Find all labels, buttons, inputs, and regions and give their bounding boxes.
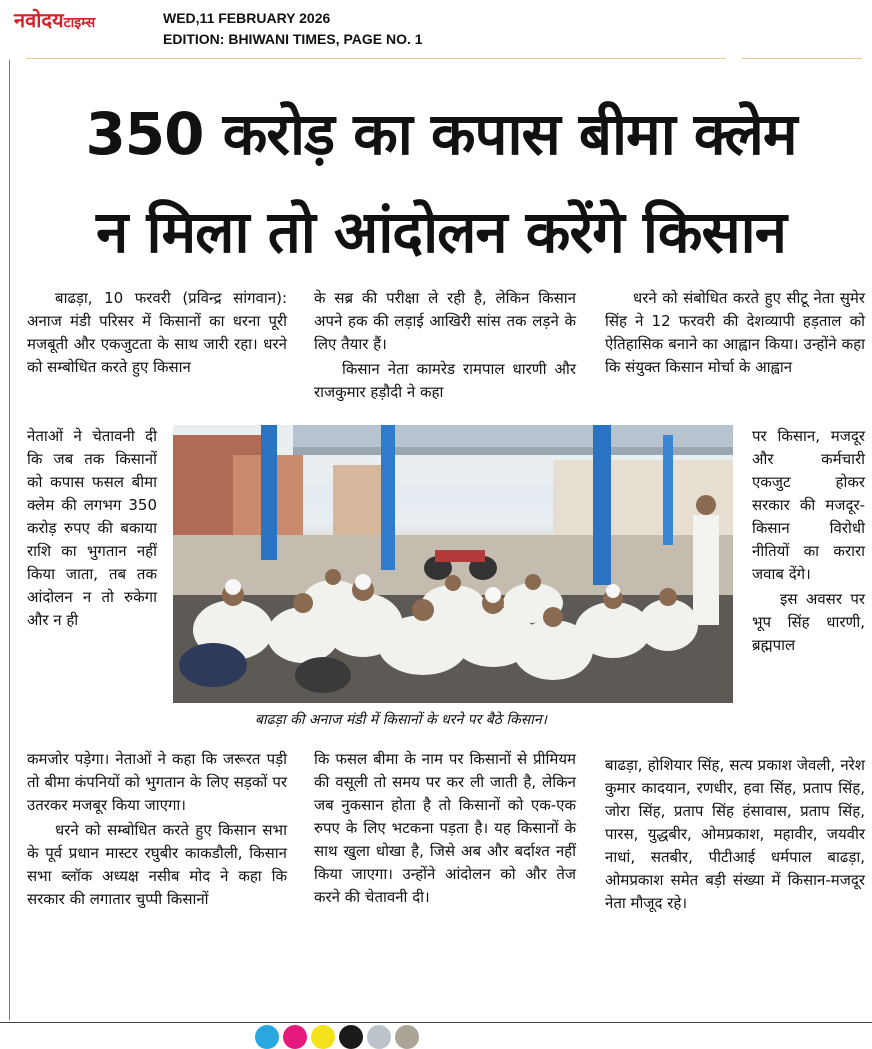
article-col1-top — [27, 287, 287, 379]
article-col3-top — [605, 287, 865, 379]
article-col2-top — [314, 287, 576, 404]
registration-mark-magenta — [283, 1025, 307, 1049]
registration-mark-tan — [395, 1025, 419, 1049]
date-line: WED,11 FEBRUARY 2026 — [163, 10, 331, 26]
photo-caption: बाढड़ा की अनाज मंडी में किसानों के धरने पर बैठे किसान। — [255, 712, 547, 728]
registration-mark-yellow — [311, 1025, 335, 1049]
paragraph: कमजोर पड़ेगा। नेताओं ने कहा कि जरूरत पड़ी तो बीमा कंपनियों को भुगतान के लिए सड़कों पर उतरकर मजबूर किया जाएगा। — [27, 750, 287, 814]
bottom-rule — [0, 1022, 872, 1023]
crop-line — [26, 58, 726, 59]
article-col3-bottom — [605, 754, 865, 915]
paragraph: बाढड़ा, होशियार सिंह, सत्य प्रकाश जेवली, नरेश कुमार कादयान, रणधीर, हवा सिंह, प्रताप सिंह, जोरा सिंह, प्रताप सिंह हंसावास, प्रताप सिंह, पारस, युद्धबीर, ओमप्रकाश, महावीर, जयवीर नाधां, सतबीर, पीटीआई धर्मपाल बाढड़ा, ओमप्रकाश समेत बड़ी संख्या में किसान-मजदूर नेता मौजूद रहे। — [605, 756, 865, 912]
logo-sub: टाइम्स — [63, 15, 96, 31]
article-col1-bottom — [27, 748, 287, 911]
masthead-bar — [0, 0, 872, 56]
paragraph: के सब्र की परीक्षा ले रही है, लेकिन किसान अपने हक की लड़ाई आखिरी सांस तक लड़ने के लिए तैयार हैं। — [314, 289, 576, 353]
article-col2-bottom — [314, 748, 576, 909]
edition-line: EDITION: BHIWANI TIMES, PAGE NO. 1 — [163, 31, 423, 47]
news-photo — [173, 425, 733, 703]
registration-mark-cyan — [255, 1025, 279, 1049]
paragraph: बाढड़ा, 10 फरवरी (प्रविन्द्र सांगवान): अनाज मंडी परिसर में किसानों का धरना पूरी मजबूती और एकजुटता के साथ जारी रहा। धरने को सम्बोधित करते हुए किसान — [27, 289, 287, 376]
newspaper-logo[interactable] — [14, 6, 95, 33]
paragraph: पर किसान, मजदूर और कर्मचारी एकजुट होकर सरकार की मजदूर-किसान विरोधी नीतियों का करारा जवाब देंगे। — [752, 427, 865, 583]
edition-meta — [163, 8, 423, 50]
headline-line-2: न मिला तो आंदोलन करेंगे किसान — [96, 198, 786, 266]
paragraph: धरने को सम्बोधित करते हुए किसान सभा के पूर्व प्रधान मास्टर रघुबीर काकडौली, किसान सभा ब्लॉक अध्यक्ष नसीब मोद ने कहा कि सरकार की लगातार चुप्पी किसानों — [27, 821, 287, 908]
paragraph: किसान नेता कामरेड रामपाल धारणी और राजकुमार हड़ौदी ने कहा — [314, 360, 576, 401]
article-col3-narrow — [752, 425, 865, 657]
paragraph: नेताओं ने चेतावनी दी कि जब तक किसानों को कपास फसल बीमा क्लेम की लगभग 350 करोड़ रुपए की बकाया राशि का भुगतान नहीं किया जाता, तब तक आंदोलन न तो रुकेगा और न ही — [27, 427, 157, 629]
crop-line-right — [742, 58, 862, 59]
article-col1-narrow — [27, 425, 157, 632]
paragraph: धरने को संबोधित करते हुए सीटू नेता सुमेर सिंह ने 12 फरवरी की देशव्यापी हड़ताल को ऐतिहासिक बनाने का आह्वान किया। उन्होंने कहा कि संयुक्त किसान मोर्चा के आह्वान — [605, 289, 865, 376]
paragraph: कि फसल बीमा के नाम पर किसानों से प्रीमियम की वसूली तो समय पर कर ली जाती है, लेकिन जब नुकसान होता है तो किसानों को एक-एक रुपए के लिए भटकना पड़ता है। यह किसानों के साथ खुला धोखा है, जिसे अब और बर्दाश्त नहीं किया जाएगा। उन्होंने आंदोलन को और तेज करने की चेतावनी दी। — [314, 750, 576, 906]
left-border-rule — [9, 60, 10, 1020]
registration-mark-black — [339, 1025, 363, 1049]
paragraph: इस अवसर पर भूप सिंह धारणी, ब्रह्मपाल — [752, 590, 865, 654]
protest-scene-illustration — [173, 425, 733, 703]
logo-main: नवोदय — [14, 8, 64, 32]
headline-line-1: 350 करोड़ का कपास बीमा क्लेम — [85, 100, 797, 168]
registration-mark-grey — [367, 1025, 391, 1049]
